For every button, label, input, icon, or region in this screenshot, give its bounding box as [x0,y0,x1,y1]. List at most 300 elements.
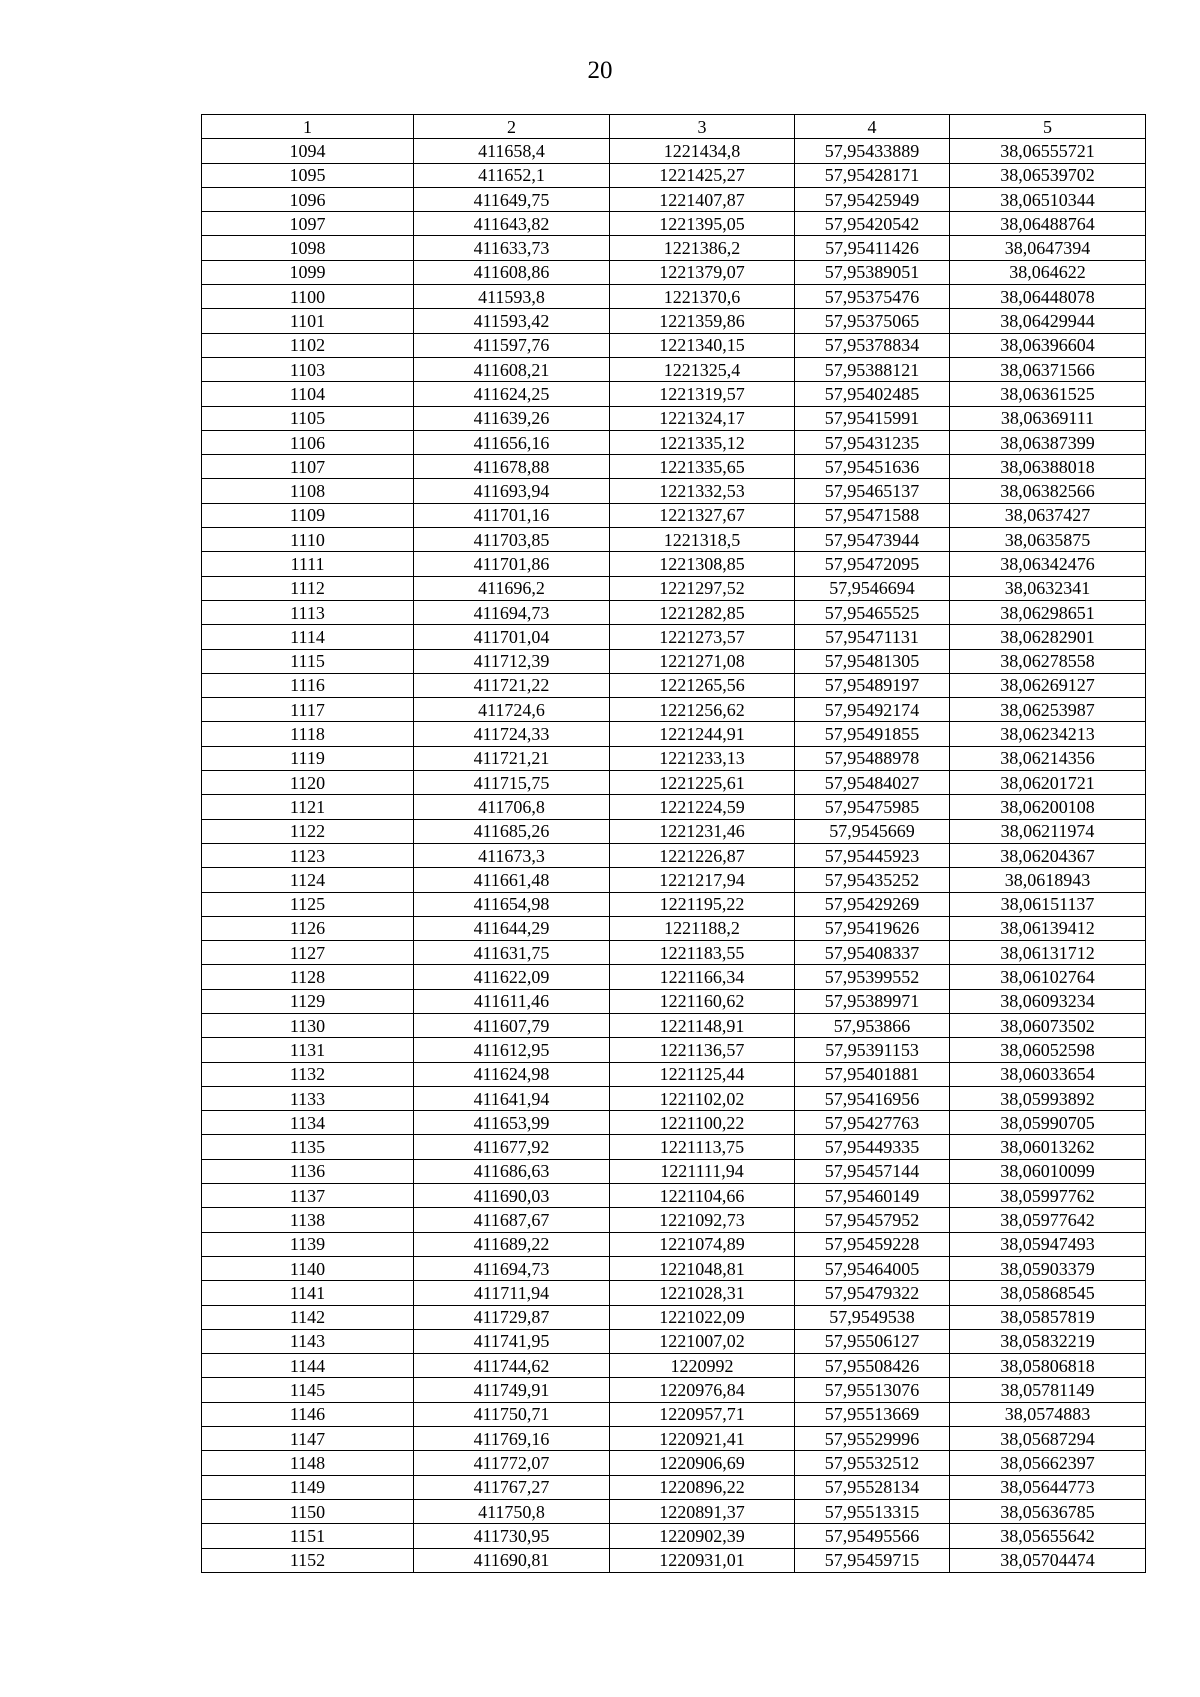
table-cell-col-5: 38,06204367 [950,843,1146,867]
table-cell-col-3: 1221136,57 [610,1038,795,1062]
table-cell-col-5: 38,05662397 [950,1451,1146,1475]
column-header-1: 1 [202,115,414,139]
table-row [202,260,1146,284]
table-row [202,819,1146,843]
table-cell-col-3: 1221386,2 [610,236,795,260]
table-cell-col-4: 57,953866 [795,1013,950,1037]
table-cell-col-2: 411690,03 [414,1184,610,1208]
table-cell-col-5: 38,06396604 [950,333,1146,357]
table-cell-col-2: 411597,76 [414,333,610,357]
table-cell-col-1: 1108 [202,479,414,503]
column-header-2: 2 [414,115,610,139]
table-cell-col-3: 1220896,22 [610,1475,795,1499]
table-cell-col-1: 1101 [202,309,414,333]
table-cell-col-3: 1221226,87 [610,843,795,867]
table-cell-col-5: 38,0647394 [950,236,1146,260]
table-cell-col-1: 1115 [202,649,414,673]
table-row [202,916,1146,940]
table-cell-col-2: 411641,94 [414,1086,610,1110]
table-cell-col-4: 57,95388121 [795,357,950,381]
table-cell-col-4: 57,95399552 [795,965,950,989]
table-cell-col-2: 411749,91 [414,1378,610,1402]
table-cell-col-1: 1129 [202,989,414,1013]
table-cell-col-4: 57,95528134 [795,1475,950,1499]
table-cell-col-3: 1221335,65 [610,455,795,479]
table-cell-col-4: 57,95471588 [795,503,950,527]
table-row [202,528,1146,552]
page-number: 20 [587,57,613,84]
table-cell-col-3: 1221111,94 [610,1159,795,1183]
table-cell-col-4: 57,95481305 [795,649,950,673]
table-row [202,1451,1146,1475]
table-cell-col-5: 38,064622 [950,260,1146,284]
table-cell-col-3: 1221104,66 [610,1184,795,1208]
table-cell-col-2: 411694,73 [414,1256,610,1280]
table-cell-col-1: 1127 [202,941,414,965]
table-cell-col-2: 411744,62 [414,1354,610,1378]
table-cell-col-3: 1221022,09 [610,1305,795,1329]
table-row [202,1184,1146,1208]
table-cell-col-4: 57,95411426 [795,236,950,260]
table-cell-col-2: 411673,3 [414,843,610,867]
table-cell-col-2: 411608,86 [414,260,610,284]
table-cell-col-2: 411654,98 [414,892,610,916]
table-cell-col-5: 38,05990705 [950,1111,1146,1135]
table-cell-col-2: 411701,86 [414,552,610,576]
table-cell-col-5: 38,06269127 [950,673,1146,697]
table-cell-col-1: 1111 [202,552,414,576]
table-cell-col-2: 411715,75 [414,771,610,795]
table-row [202,1475,1146,1499]
table-cell-col-3: 1220957,71 [610,1402,795,1426]
table-cell-col-3: 1221340,15 [610,333,795,357]
table-cell-col-3: 1220921,41 [610,1427,795,1451]
table-cell-col-4: 57,95457952 [795,1208,950,1232]
table-cell-col-2: 411711,94 [414,1281,610,1305]
table-row [202,965,1146,989]
table-row [202,1135,1146,1159]
table-cell-col-3: 1221297,52 [610,576,795,600]
table-row [202,941,1146,965]
table-cell-col-1: 1148 [202,1451,414,1475]
table-cell-col-4: 57,95375476 [795,285,950,309]
table-cell-col-2: 411729,87 [414,1305,610,1329]
table-row [202,1402,1146,1426]
table-cell-col-4: 57,95416956 [795,1086,950,1110]
table-cell-col-5: 38,0618943 [950,868,1146,892]
table-row [202,357,1146,381]
table-cell-col-5: 38,06429944 [950,309,1146,333]
table-cell-col-1: 1135 [202,1135,414,1159]
table-cell-col-1: 1107 [202,455,414,479]
table-cell-col-5: 38,06510344 [950,187,1146,211]
table-cell-col-2: 411593,8 [414,285,610,309]
table-cell-col-2: 411678,88 [414,455,610,479]
table-cell-col-1: 1118 [202,722,414,746]
table-cell-col-4: 57,95472095 [795,552,950,576]
table-cell-col-2: 411658,4 [414,139,610,163]
table-cell-col-1: 1114 [202,625,414,649]
table-cell-col-2: 411649,75 [414,187,610,211]
table-row [202,1062,1146,1086]
table-row [202,795,1146,819]
table-row [202,892,1146,916]
table-cell-col-2: 411767,27 [414,1475,610,1499]
table-cell-col-3: 1221271,08 [610,649,795,673]
table-cell-col-1: 1120 [202,771,414,795]
table-cell-col-3: 1221273,57 [610,625,795,649]
table-row [202,309,1146,333]
table-cell-col-1: 1116 [202,673,414,697]
table-cell-col-5: 38,05832219 [950,1329,1146,1353]
table-cell-col-4: 57,95529996 [795,1427,950,1451]
table-cell-col-3: 1221395,05 [610,212,795,236]
table-cell-col-1: 1096 [202,187,414,211]
table-cell-col-1: 1124 [202,868,414,892]
table-cell-col-5: 38,06201721 [950,771,1146,795]
table-cell-col-3: 1221282,85 [610,600,795,624]
table-row [202,1013,1146,1037]
table-cell-col-1: 1109 [202,503,414,527]
table-cell-col-2: 411741,95 [414,1329,610,1353]
table-row [202,1354,1146,1378]
table-cell-col-1: 1138 [202,1208,414,1232]
table-row [202,746,1146,770]
table-cell-col-5: 38,06488764 [950,212,1146,236]
table-row [202,600,1146,624]
table-cell-col-2: 411622,09 [414,965,610,989]
table-cell-col-3: 1221166,34 [610,965,795,989]
table-cell-col-2: 411593,42 [414,309,610,333]
table-cell-col-3: 1220931,01 [610,1548,795,1572]
table-cell-col-4: 57,95459228 [795,1232,950,1256]
table-row [202,552,1146,576]
table-cell-col-2: 411643,82 [414,212,610,236]
table-cell-col-3: 1221434,8 [610,139,795,163]
table-cell-col-1: 1095 [202,163,414,187]
table-cell-col-2: 411633,73 [414,236,610,260]
table-row [202,503,1146,527]
table-cell-col-1: 1104 [202,382,414,406]
table-cell-col-5: 38,06539702 [950,163,1146,187]
table-cell-col-4: 57,95484027 [795,771,950,795]
table-cell-col-2: 411703,85 [414,528,610,552]
table-cell-col-4: 57,95488978 [795,746,950,770]
table-row [202,843,1146,867]
table-cell-col-1: 1125 [202,892,414,916]
table-cell-col-3: 1221125,44 [610,1062,795,1086]
table-cell-col-1: 1142 [202,1305,414,1329]
table-cell-col-2: 411624,25 [414,382,610,406]
table-cell-col-1: 1141 [202,1281,414,1305]
header-row [202,115,1146,139]
table-cell-col-3: 1221217,94 [610,868,795,892]
table-cell-col-1: 1140 [202,1256,414,1280]
table-cell-col-3: 1221224,59 [610,795,795,819]
table-cell-col-5: 38,05636785 [950,1499,1146,1523]
table-cell-col-3: 1221028,31 [610,1281,795,1305]
table-cell-col-5: 38,06052598 [950,1038,1146,1062]
table-cell-col-3: 1221425,27 [610,163,795,187]
table-cell-col-1: 1123 [202,843,414,867]
table-cell-col-1: 1139 [202,1232,414,1256]
table-cell-col-2: 411701,04 [414,625,610,649]
table-cell-col-4: 57,95431235 [795,430,950,454]
table-row [202,163,1146,187]
table-cell-col-1: 1145 [202,1378,414,1402]
table-cell-col-2: 411721,21 [414,746,610,770]
table-row [202,1208,1146,1232]
table-cell-col-2: 411611,46 [414,989,610,1013]
table-cell-col-1: 1149 [202,1475,414,1499]
table-cell-col-5: 38,05704474 [950,1548,1146,1572]
table-cell-col-4: 57,95375065 [795,309,950,333]
table-cell-col-3: 1221265,56 [610,673,795,697]
table-body [202,139,1146,1573]
table-cell-col-1: 1128 [202,965,414,989]
table-row [202,406,1146,430]
table-cell-col-4: 57,95457144 [795,1159,950,1183]
table-cell-col-3: 1221188,2 [610,916,795,940]
table-row [202,382,1146,406]
table-cell-col-4: 57,95427763 [795,1111,950,1135]
table-cell-col-5: 38,06102764 [950,965,1146,989]
table-cell-col-5: 38,06093234 [950,989,1146,1013]
table-cell-col-3: 1221335,12 [610,430,795,454]
table-cell-col-3: 1221308,85 [610,552,795,576]
table-row [202,1427,1146,1451]
table-cell-col-5: 38,06371566 [950,357,1146,381]
table-row [202,1281,1146,1305]
table-cell-col-2: 411724,6 [414,698,610,722]
table-cell-col-3: 1221007,02 [610,1329,795,1353]
table-cell-col-1: 1106 [202,430,414,454]
table-cell-col-1: 1133 [202,1086,414,1110]
table-cell-col-5: 38,06369111 [950,406,1146,430]
table-cell-col-2: 411696,2 [414,576,610,600]
table-row [202,479,1146,503]
table-cell-col-1: 1143 [202,1329,414,1353]
table-cell-col-3: 1220976,84 [610,1378,795,1402]
table-cell-col-2: 411608,21 [414,357,610,381]
table-cell-col-2: 411653,99 [414,1111,610,1135]
table-row [202,1329,1146,1353]
table-cell-col-3: 1221148,91 [610,1013,795,1037]
table-cell-col-4: 57,95428171 [795,163,950,187]
table-cell-col-1: 1146 [202,1402,414,1426]
table-cell-col-2: 411712,39 [414,649,610,673]
table-row [202,333,1146,357]
table-cell-col-1: 1117 [202,698,414,722]
table-cell-col-3: 1221102,02 [610,1086,795,1110]
table-cell-col-1: 1126 [202,916,414,940]
table-cell-col-1: 1134 [202,1111,414,1135]
table-cell-col-1: 1130 [202,1013,414,1037]
table-cell-col-4: 57,95401881 [795,1062,950,1086]
table-cell-col-4: 57,95471131 [795,625,950,649]
table-row [202,1378,1146,1402]
table-cell-col-5: 38,05644773 [950,1475,1146,1499]
table-row [202,1038,1146,1062]
table-cell-col-1: 1110 [202,528,414,552]
table-cell-col-3: 1221048,81 [610,1256,795,1280]
table-cell-col-4: 57,95429269 [795,892,950,916]
table-cell-col-2: 411624,98 [414,1062,610,1086]
table-cell-col-4: 57,9545669 [795,819,950,843]
table-cell-col-4: 57,95532512 [795,1451,950,1475]
table-cell-col-4: 57,95445923 [795,843,950,867]
table-cell-col-4: 57,95451636 [795,455,950,479]
table-row [202,868,1146,892]
table-cell-col-5: 38,06234213 [950,722,1146,746]
table-cell-col-5: 38,06298651 [950,600,1146,624]
table-cell-col-1: 1136 [202,1159,414,1183]
table-cell-col-2: 411686,63 [414,1159,610,1183]
table-cell-col-1: 1094 [202,139,414,163]
table-cell-col-5: 38,06214356 [950,746,1146,770]
table-cell-col-1: 1152 [202,1548,414,1572]
table-cell-col-4: 57,95389971 [795,989,950,1013]
table-cell-col-4: 57,95465137 [795,479,950,503]
column-header-4: 4 [795,115,950,139]
table-cell-col-2: 411631,75 [414,941,610,965]
table-row [202,430,1146,454]
table-cell-col-4: 57,95491855 [795,722,950,746]
table-row [202,698,1146,722]
table-row [202,1159,1146,1183]
table-cell-col-5: 38,06033654 [950,1062,1146,1086]
table-cell-col-2: 411721,22 [414,673,610,697]
table-cell-col-2: 411652,1 [414,163,610,187]
table-cell-col-4: 57,95459715 [795,1548,950,1572]
table-cell-col-3: 1221195,22 [610,892,795,916]
table-cell-col-2: 411644,29 [414,916,610,940]
table-cell-col-3: 1220906,69 [610,1451,795,1475]
table-cell-col-4: 57,95415991 [795,406,950,430]
table-row [202,1111,1146,1135]
table-cell-col-3: 1221160,62 [610,989,795,1013]
table-cell-col-2: 411639,26 [414,406,610,430]
table-cell-col-5: 38,06131712 [950,941,1146,965]
table-cell-col-2: 411661,48 [414,868,610,892]
table-cell-col-1: 1121 [202,795,414,819]
table-cell-col-2: 411724,33 [414,722,610,746]
table-cell-col-5: 38,06387399 [950,430,1146,454]
table-cell-col-5: 38,06388018 [950,455,1146,479]
table-cell-col-5: 38,06013262 [950,1135,1146,1159]
table-cell-col-1: 1099 [202,260,414,284]
table-cell-col-3: 1221327,67 [610,503,795,527]
table-cell-col-4: 57,95389051 [795,260,950,284]
table-cell-col-1: 1103 [202,357,414,381]
table-cell-col-3: 1221332,53 [610,479,795,503]
table-cell-col-3: 1221231,46 [610,819,795,843]
table-cell-col-3: 1221325,4 [610,357,795,381]
table-cell-col-4: 57,95473944 [795,528,950,552]
table-row [202,187,1146,211]
table-cell-col-2: 411690,81 [414,1548,610,1572]
table-cell-col-5: 38,05781149 [950,1378,1146,1402]
table-cell-col-3: 1220992 [610,1354,795,1378]
table-cell-col-4: 57,95425949 [795,187,950,211]
table-row [202,989,1146,1013]
table-cell-col-4: 57,95495566 [795,1524,950,1548]
table-cell-col-4: 57,95464005 [795,1256,950,1280]
table-cell-col-5: 38,05857819 [950,1305,1146,1329]
table-cell-col-5: 38,05655642 [950,1524,1146,1548]
table-cell-col-2: 411693,94 [414,479,610,503]
table-cell-col-4: 57,95391153 [795,1038,950,1062]
column-header-5: 5 [950,115,1146,139]
table-cell-col-2: 411656,16 [414,430,610,454]
table-cell-col-5: 38,05903379 [950,1256,1146,1280]
table-cell-col-4: 57,95408337 [795,941,950,965]
table-row [202,771,1146,795]
table-cell-col-1: 1119 [202,746,414,770]
table-cell-col-2: 411687,67 [414,1208,610,1232]
table-row [202,1524,1146,1548]
table-cell-col-3: 1221359,86 [610,309,795,333]
table-cell-col-5: 38,05993892 [950,1086,1146,1110]
table-cell-col-3: 1221244,91 [610,722,795,746]
table-cell-col-5: 38,05868545 [950,1281,1146,1305]
table-cell-col-1: 1144 [202,1354,414,1378]
table-cell-col-2: 411750,71 [414,1402,610,1426]
table-cell-col-3: 1220902,39 [610,1524,795,1548]
table-cell-col-2: 411685,26 [414,819,610,843]
table-cell-col-1: 1112 [202,576,414,600]
table-row [202,1305,1146,1329]
table-cell-col-5: 38,06448078 [950,285,1146,309]
table-cell-col-1: 1098 [202,236,414,260]
table-row [202,649,1146,673]
table-cell-col-4: 57,95402485 [795,382,950,406]
table-cell-col-4: 57,95513669 [795,1402,950,1426]
table-row [202,576,1146,600]
table-cell-col-4: 57,95433889 [795,139,950,163]
table-cell-col-5: 38,0632341 [950,576,1146,600]
table-cell-col-4: 57,95506127 [795,1329,950,1353]
table-cell-col-5: 38,05997762 [950,1184,1146,1208]
table-cell-col-3: 1220891,37 [610,1499,795,1523]
table-cell-col-4: 57,95513076 [795,1378,950,1402]
table-row [202,1548,1146,1572]
table-cell-col-1: 1151 [202,1524,414,1548]
table-cell-col-5: 38,05947493 [950,1232,1146,1256]
table-header [202,115,1146,139]
table-cell-col-4: 57,95492174 [795,698,950,722]
table-cell-col-5: 38,0574883 [950,1402,1146,1426]
table-cell-col-2: 411694,73 [414,600,610,624]
table-cell-col-3: 1221183,55 [610,941,795,965]
table-cell-col-1: 1097 [202,212,414,236]
table-cell-col-2: 411750,8 [414,1499,610,1523]
coordinates-table [201,114,1146,1573]
table-row [202,139,1146,163]
table-cell-col-1: 1131 [202,1038,414,1062]
table-cell-col-5: 38,06555721 [950,139,1146,163]
table-cell-col-4: 57,95449335 [795,1135,950,1159]
table-cell-col-3: 1221370,6 [610,285,795,309]
table-cell-col-2: 411689,22 [414,1232,610,1256]
table-cell-col-2: 411701,16 [414,503,610,527]
table-cell-col-5: 38,06253987 [950,698,1146,722]
table-cell-col-4: 57,95460149 [795,1184,950,1208]
table-cell-col-5: 38,06211974 [950,819,1146,843]
table-cell-col-1: 1102 [202,333,414,357]
table-cell-col-2: 411607,79 [414,1013,610,1037]
table-cell-col-5: 38,06278558 [950,649,1146,673]
